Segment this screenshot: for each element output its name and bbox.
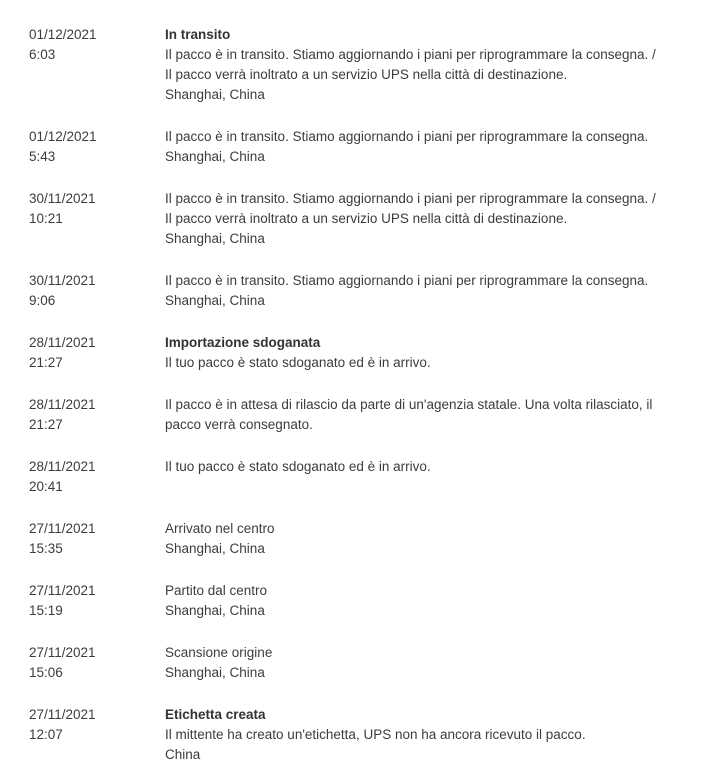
event-description: Il pacco è in transito. Stiamo aggiornando i piani per riprogrammare la consegna. /	[165, 47, 656, 62]
event-description: pacco verrà consegnato.	[165, 417, 313, 432]
event-description: Il pacco è in transito. Stiamo aggiornando i piani per riprogrammare la consegna. /	[165, 191, 656, 206]
event-timestamp	[0, 705, 165, 765]
event-description: Il pacco è in attesa di rilascio da parte di un'agenzia statale. Una volta rilasciato, il	[165, 397, 653, 412]
tracking-event	[0, 25, 706, 105]
tracking-event	[0, 457, 706, 497]
event-status-title: In transito	[165, 27, 231, 42]
event-time: 5:43	[29, 149, 56, 164]
event-status-title: Etichetta creata	[165, 707, 266, 722]
event-description: Il pacco è in transito. Stiamo aggiornando i piani per riprogrammare la consegna.	[165, 273, 649, 288]
event-date: 28/11/2021	[29, 459, 96, 474]
event-time: 15:35	[29, 541, 63, 556]
event-details	[165, 519, 706, 559]
event-time: 9:06	[29, 293, 56, 308]
event-description: Il pacco è in transito. Stiamo aggiornando i piani per riprogrammare la consegna.	[165, 129, 649, 144]
event-date: 30/11/2021	[29, 191, 96, 206]
event-timestamp	[0, 581, 165, 621]
event-date: 01/12/2021	[29, 27, 97, 42]
event-date: 01/12/2021	[29, 129, 97, 144]
event-timestamp	[0, 457, 165, 497]
tracking-event	[0, 189, 706, 249]
event-description: Partito dal centro	[165, 583, 268, 598]
event-time: 10:21	[29, 211, 63, 226]
event-date: 28/11/2021	[29, 397, 96, 412]
event-location: China	[165, 747, 201, 762]
event-description: Il mittente ha creato un'etichetta, UPS non ha ancora ricevuto il pacco.	[165, 727, 586, 742]
event-timestamp	[0, 519, 165, 559]
event-time: 6:03	[29, 47, 56, 62]
event-timestamp	[0, 395, 165, 435]
event-details	[165, 643, 706, 683]
tracking-event	[0, 705, 706, 765]
event-timestamp	[0, 333, 165, 373]
event-location: Shanghai, China	[165, 541, 265, 556]
event-details	[165, 581, 706, 621]
event-location: Shanghai, China	[165, 603, 265, 618]
tracking-event	[0, 333, 706, 373]
event-details	[165, 25, 706, 105]
tracking-event	[0, 127, 706, 167]
event-description: Il pacco verrà inoltrato a un servizio UPS nella città di destinazione.	[165, 211, 568, 226]
event-details	[165, 271, 706, 311]
event-location: Shanghai, China	[165, 87, 265, 102]
tracking-event	[0, 581, 706, 621]
event-timestamp	[0, 25, 165, 105]
event-details	[165, 457, 706, 497]
event-time: 20:41	[29, 479, 63, 494]
event-description: Scansione origine	[165, 645, 273, 660]
event-timestamp	[0, 189, 165, 249]
event-location: Shanghai, China	[165, 231, 265, 246]
event-details	[165, 189, 706, 249]
event-details	[165, 705, 706, 765]
event-time: 21:27	[29, 355, 63, 370]
event-description: Arrivato nel centro	[165, 521, 275, 536]
event-details	[165, 395, 706, 435]
event-timestamp	[0, 271, 165, 311]
event-date: 27/11/2021	[29, 645, 96, 660]
event-time: 15:06	[29, 665, 63, 680]
event-date: 30/11/2021	[29, 273, 96, 288]
tracking-event	[0, 643, 706, 683]
event-timestamp	[0, 643, 165, 683]
event-description: Il tuo pacco è stato sdoganato ed è in arrivo.	[165, 459, 431, 474]
event-location: Shanghai, China	[165, 665, 265, 680]
event-details	[165, 127, 706, 167]
event-location: Shanghai, China	[165, 149, 265, 164]
event-time: 15:19	[29, 603, 63, 618]
event-date: 27/11/2021	[29, 521, 96, 536]
event-time: 21:27	[29, 417, 63, 432]
tracking-event	[0, 519, 706, 559]
event-status-title: Importazione sdoganata	[165, 335, 321, 350]
event-date: 27/11/2021	[29, 707, 96, 722]
tracking-event	[0, 271, 706, 311]
event-location: Shanghai, China	[165, 293, 265, 308]
event-time: 12:07	[29, 727, 63, 742]
event-timestamp	[0, 127, 165, 167]
event-details	[165, 333, 706, 373]
event-date: 27/11/2021	[29, 583, 96, 598]
event-date: 28/11/2021	[29, 335, 96, 350]
tracking-event	[0, 395, 706, 435]
event-description: Il pacco verrà inoltrato a un servizio UPS nella città di destinazione.	[165, 67, 568, 82]
event-description: Il tuo pacco è stato sdoganato ed è in arrivo.	[165, 355, 431, 370]
